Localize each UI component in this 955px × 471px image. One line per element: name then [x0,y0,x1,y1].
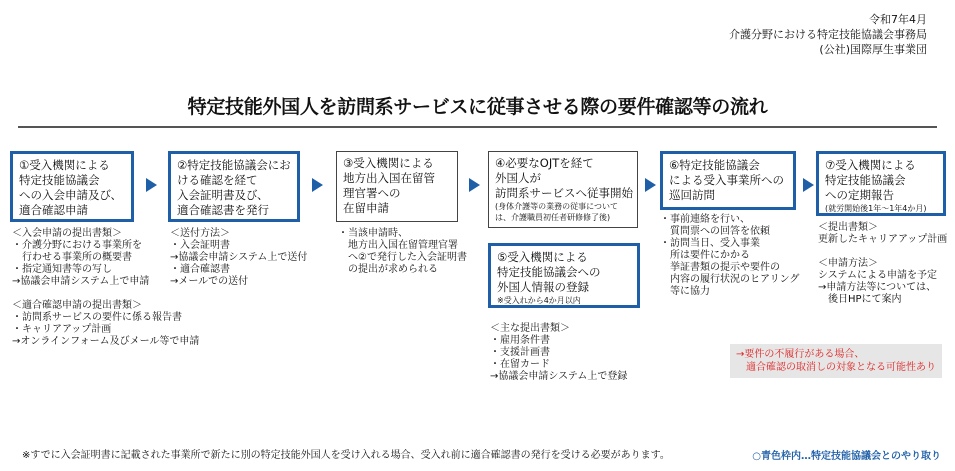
step-1-notes: ＜入会申請の提出書類＞ ・介護分野における事業所を 行わせる事業所の概要書 ・指定通知書等の写し →協議会申請システム上で申請 ＜適合確認申請の提出書類＞ ・訪問系サービスの要件に係る報告書 ・キャリアアップ計画 →オンラインフォーム及びメール等で申請 [12,228,200,347]
step-2-notes: ＜送付方法＞ ・入会証明書 →協議会申請システム上で送付 ・適合確認書 →メールでの送付 [170,228,308,287]
header-date: 令和7年4月 [869,13,927,26]
legend: ○青色枠内…特定技能協議会とのやり取り [752,451,941,462]
arrow-right-icon [645,178,656,192]
step-2-label: ②特定技能協議会にお ける確認を経て 入会証明書及び、 適合確認書を発行 [177,158,291,217]
arrow-right-icon [146,178,157,192]
step-3-box [336,151,458,222]
footnote: ※すでに入会証明書に記載された事業所で新たに別の特定技能外国人を受け入れる場合、受入れ前に適合確認書の発行を受ける必要があります。 [22,450,670,461]
title-divider [18,126,937,128]
step-7-box [816,151,946,216]
step-4-note: (身体介護等の業務の従事については、介護職員初任者研修修了後) [495,202,618,222]
header-org: 介護分野における特定技能協議会事務局 [729,28,927,41]
arrow-right-icon [312,178,323,192]
page-title: 特定技能外国人を訪問系サービスに従事させる際の要件確認等の流れ [187,96,768,118]
step-3-label: ③受入機関による 地方出入国在留管 理官署への 在留申請 [343,156,435,215]
step-7-note: (就労開始後1年～1年4か月) [825,204,927,213]
step-5-note: ※受入れから4か月以内 [497,296,581,305]
step-5-box [488,243,640,308]
step-4-label: ④必要なOJTを経て 外国人が 訪問系サービスへ従事開始 [495,156,633,200]
warning-box: →要件の不履行がある場合、 適合確認の取消しの対象となる可能性あり [730,344,942,378]
step-2-box [168,151,300,222]
step-1-label: ①受入機関による 特定技能協議会 への入会申請及び、 適合確認申請 [19,158,123,217]
step-7-notes: ＜提出書類＞ 更新したキャリアアップ計画 ＜申請方法＞ システムによる申請を予定 →申請方法等については、 後日HPにて案内 [818,222,948,305]
step-1-box [10,151,134,222]
step-6-box [660,151,796,210]
step-3-notes: ・当該申請時、 地方出入国在留管理官署 へ②で発行した入会証明書 の提出が求められる [338,228,467,275]
step-6-notes: ・事前連絡を行い、 質問票への回答を依頼 ・訪問当日、受入事業 所は要件にかかる 挙証書類の提示や要件の 内容の履行状況のヒアリング 等に協力 [660,214,800,297]
step-7-label: ⑦受入機関による 特定技能協議会 への定期報告 [825,158,916,202]
step-4-box [488,151,638,228]
arrow-right-icon [803,178,814,192]
header-org-sub: (公社)国際厚生事業団 [819,43,927,56]
arrow-right-icon [469,178,480,192]
step-5-notes: ＜主な提出書類＞ ・雇用条件書 ・支援計画書 ・在留カード →協議会申請システム上で登録 [490,323,628,382]
header [729,12,927,57]
step-6-label: ⑥特定技能協議会 による受入事業所への 巡回訪問 [669,158,784,202]
step-5-label: ⑤受入機関による 特定技能協議会への 外国人情報の登録 [497,250,601,294]
